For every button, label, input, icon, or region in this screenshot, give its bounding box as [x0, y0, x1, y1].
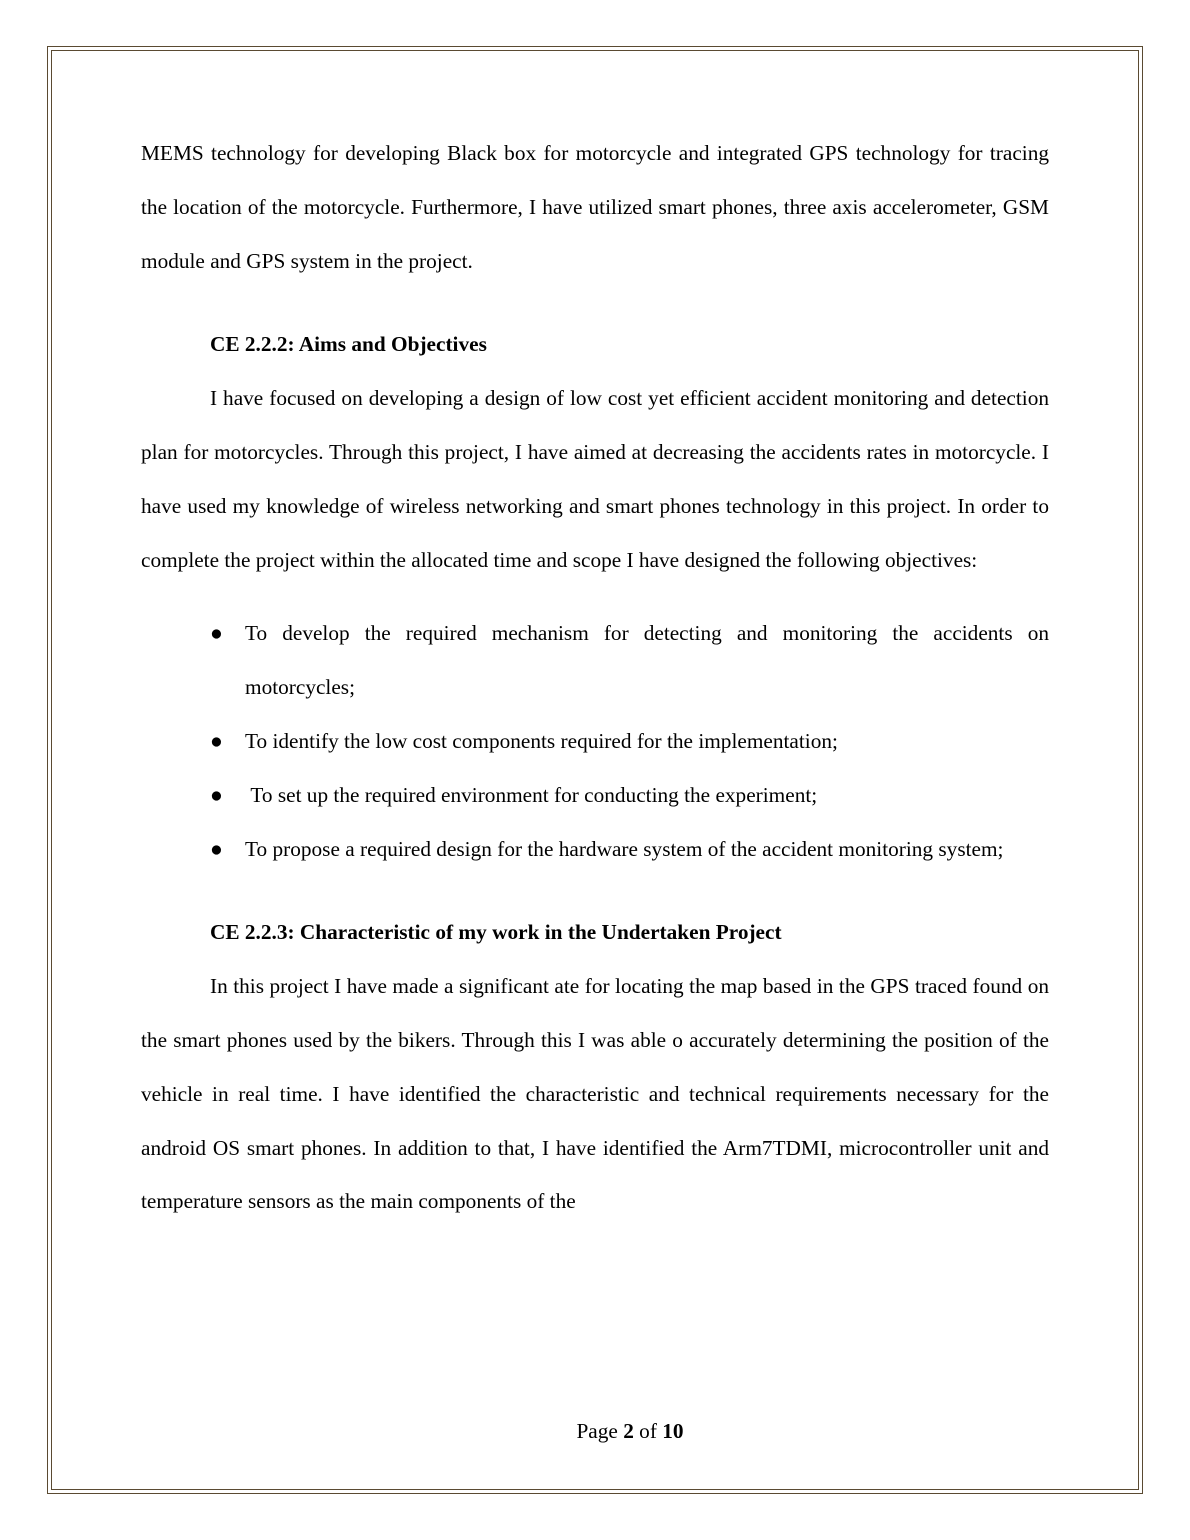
document-body — [141, 127, 1049, 1229]
list-item — [141, 823, 1049, 877]
aims-paragraph: I have focused on developing a design of low cost yet efficient accident monitoring and detection plan for motorcycles. Through this project, I have aimed at decreasing the accidents rates in motorcycle. I have used my knowledge of wireless networking and smart phones technology in this project. In order to complete the project within the allocated time and scope I have designed the following objectives: — [141, 386, 1049, 572]
section-heading-characteristic: CE 2.2.3: Characteristic of my work in the Undertaken Project — [210, 920, 782, 945]
bullet-icon: ● — [210, 728, 223, 753]
bullet-icon: ● — [210, 621, 223, 646]
page-label: Page — [576, 1419, 618, 1443]
bullet-icon: ● — [210, 836, 223, 861]
list-item-text: To propose a required design for the hardware system of the accident monitoring system; — [245, 836, 1004, 861]
of-label: of — [639, 1419, 657, 1443]
list-item-text: To develop the required mechanism for detecting and monitoring the accidents on motorcycles; — [245, 621, 1049, 700]
section-heading-aims: CE 2.2.2: Aims and Objectives — [210, 332, 487, 357]
intro-paragraph: MEMS technology for developing Black box for motorcycle and integrated GPS technology for tracing the location of the motorcycle. Furthermore, I have utilized smart phones, three axis accelerometer, GSM module and GPS system in the project. — [141, 141, 1049, 273]
list-item-text: To set up the required environment for conducting the experiment; — [245, 782, 818, 807]
list-item-text: To identify the low cost components required for the implementation; — [245, 728, 838, 753]
list-item — [141, 607, 1049, 715]
objectives-list — [141, 607, 1049, 876]
list-item — [141, 769, 1049, 823]
list-item — [141, 715, 1049, 769]
current-page-number: 2 — [623, 1419, 634, 1443]
characteristic-paragraph: In this project I have made a significant ate for locating the map based in the GPS traced found on the smart phones used by the bikers. Through this I was able o accurately determining the position of the vehicle in real time. I have identified the characteristic and technical requirements necessary for the android OS smart phones. In addition to that, I have identified the Arm7TDMI, microcontroller unit and temperature sensors as the main components of the — [141, 974, 1049, 1214]
total-pages-number: 10 — [662, 1419, 684, 1443]
bullet-icon: ● — [210, 782, 223, 807]
page-footer — [0, 1405, 1190, 1457]
